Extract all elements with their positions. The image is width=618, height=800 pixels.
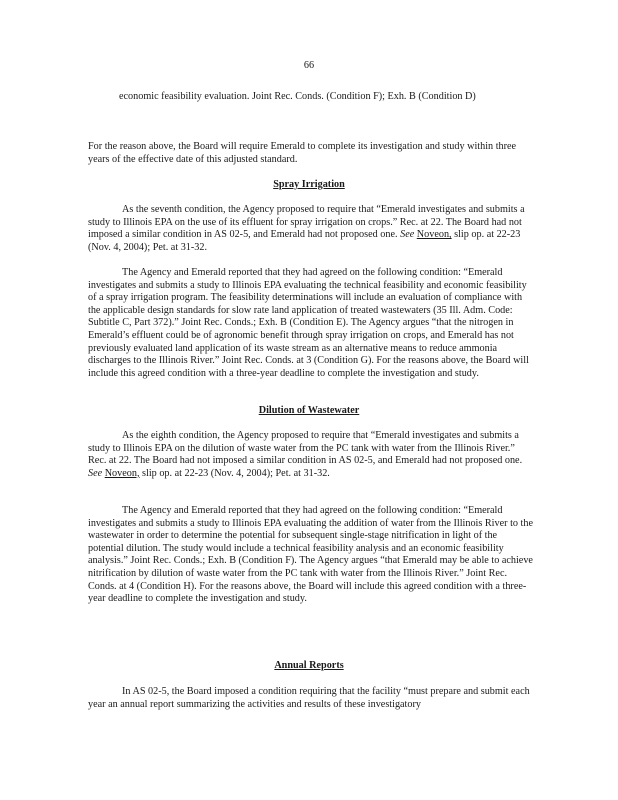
paragraph-annual-reports: In AS 02-5, the Board imposed a condition requiring that the facility “must prepare and submit each year an annual report summarizing the activities and results of these investigatory [88, 686, 530, 710]
citation-signal: See [400, 229, 415, 241]
paragraph-text: As the seventh condition, the Agency proposed to require that “Emerald investigates and submits a study to Illinois EPA on the use of its effluent for spray irrigation on crops.” Rec. at 22. The Board had not imposed a similar condition in AS 02-5, and Emerald had not proposed one. [88, 204, 525, 241]
paragraph-dilution-agreement: The Agency and Emerald reported that they had agreed on the following condition: “Emerald investigates and submits a study to Illinois EPA evaluating the addition of water from the Illinois River to the wastewater in order to determine the potential for subsequent single-stage nitrification in light of the potential dilution. The study would include a technical feasibility analysis and an economic feasibility analysis.” Joint Rec. Conds.; Exh. B (Condition F). The Agency argues “that Emerald may be able to achieve nitrification by dilution of waste water from the PC tank with water from the Illinois River.” Joint Rec. Conds. at 4 (Condition H). For the reasons above, the Board will include this agreed condition with a three-year deadline to complete the investigation and study. [88, 505, 533, 605]
case-name: Noveon, [104, 467, 140, 479]
paragraph-text: slip op. at 22-23 (Nov. 4, 2004); Pet. at 31-32. [88, 229, 521, 253]
paragraph-text: As the eighth condition, the Agency proposed to require that “Emerald investigates and submits a study to Illinois EPA on the dilution of waste water from the PC tank with water from the Illinois River.” Rec. at 22. The Board had not imposed a similar condition in AS 02-5, and Emerald had not proposed one. [88, 430, 523, 467]
paragraph-text: slip op. at 22-23 (Nov. 4, 2004); Pet. at 31-32. [142, 467, 330, 479]
page-number: 66 [303, 60, 315, 71]
continuation-text: economic feasibility evaluation. Joint Rec. Conds. (Condition F); Exh. B (Condition D) [119, 91, 476, 102]
paragraph-spray-condition [88, 204, 534, 254]
case-name: Noveon, [416, 229, 452, 241]
section-heading-dilution: Dilution of Wastewater [258, 405, 360, 416]
paragraph-dilution-condition [88, 430, 534, 480]
section-heading-spray-irrigation: Spray Irrigation [273, 179, 345, 190]
summary-paragraph: For the reason above, the Board will require Emerald to complete its investigation and study within three years of the effective date of this adjusted standard. [88, 141, 517, 165]
section-heading-annual-reports: Annual Reports [274, 660, 344, 671]
paragraph-spray-agreement: The Agency and Emerald reported that they had agreed on the following condition: “Emerald investigates and submits a study to Illinois EPA evaluating the technical feasibility and economic feasibility of a spray irrigation program. The feasibility determinations will include an evaluation of compliance with the applicable design standards for slow rate land application of treated wastewaters (35 Ill. Adm. Code: Subtitle C, Part 372).” Joint Rec. Conds.; Exh. B (Condition E). The Agency argues “that the nitrogen in Emerald’s effluent could be of agronomic benefit through spray irrigation on crops, and Emerald has not previously evaluated land application of its waste stream as an alternative means to reduce ammonia discharges to the Illinois River.” Joint Rec. Conds. at 3 (Condition G). For the reasons above, the Board will include this agreed condition with a three-year deadline to complete the investigation and study. [88, 267, 529, 379]
citation-signal: See [88, 467, 103, 479]
